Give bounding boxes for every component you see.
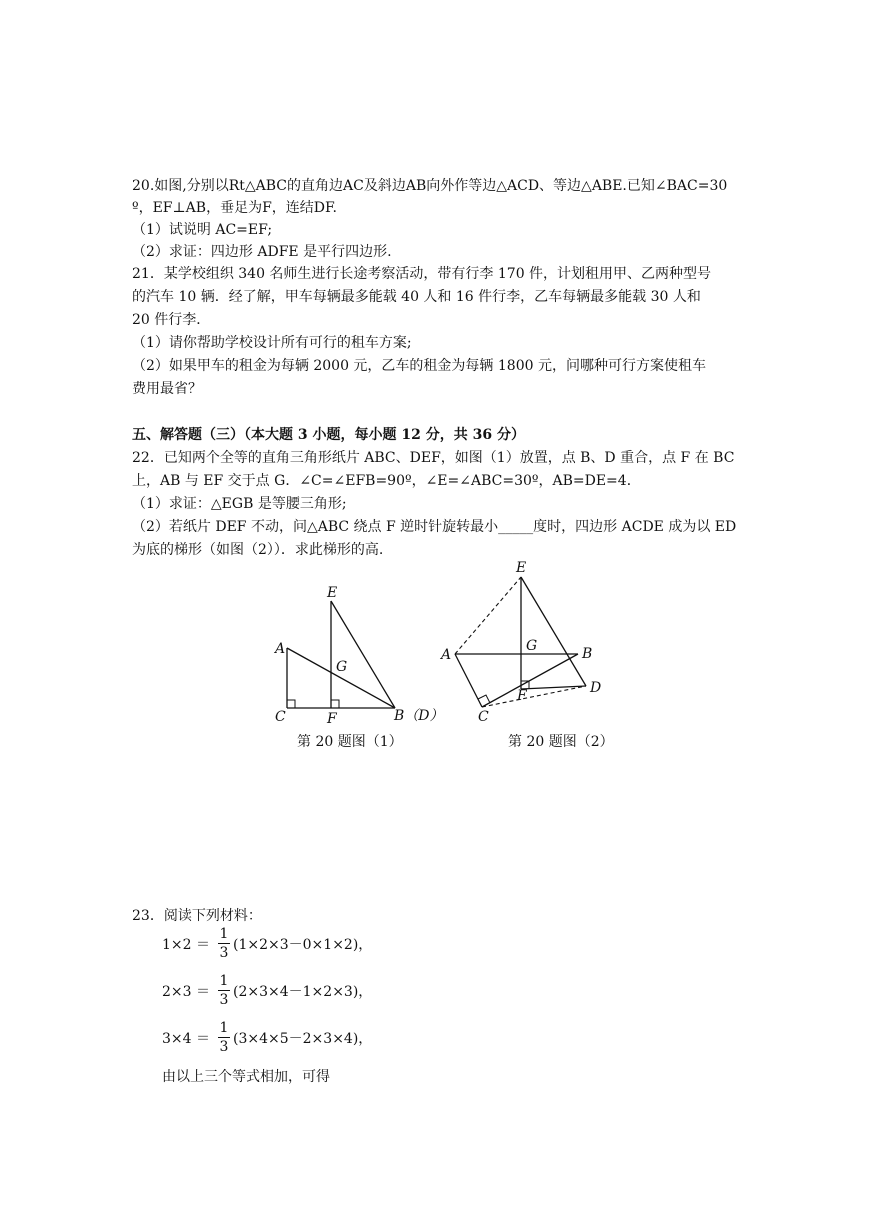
fraction-denominator: 3 [219,992,229,1008]
fig2-segment-ac [455,654,482,707]
fig2-dashed-cd [482,686,586,707]
equation-lhs: 1×2 ＝ [162,937,210,953]
fig2-segment-cb [482,654,578,707]
fig1-label-bd: B（D） [394,708,444,724]
equation-rhs: (3×4×5－2×3×4)， [233,1031,373,1047]
equation-lhs: 3×4 ＝ [162,1031,210,1047]
equation-rhs: (1×2×3－0×1×2)， [233,937,373,953]
figure-2 [438,558,613,728]
equation-rhs: (2×3×4－1×2×3)， [233,984,373,1000]
fraction-bar [218,943,230,944]
figure-1-caption: 第 20 题图（1） [297,734,403,750]
fraction [218,1020,230,1055]
fraction [218,973,230,1008]
fig2-label-f: F [517,688,527,704]
q22-part2b: 为底的梯形（如图（2））．求此梯形的高. [132,542,384,558]
fig1-right-angle-f [331,700,339,708]
fraction [218,926,230,961]
fig1-label-g: G [336,659,348,675]
fig2-label-e: E [516,560,527,576]
fig2-segment-ed [521,577,586,686]
q23-conclusion: 由以上三个等式相加，可得 [162,1069,330,1085]
fraction-numerator: 1 [219,926,229,942]
fraction-denominator: 3 [219,945,229,961]
q20-line1: 20.如图,分别以Rt△ABC的直角边AC及斜边AB向外作等边△ACD、等边△ABE.已知∠BAC=30 [132,178,728,194]
fig2-label-d: D [590,680,602,696]
q21-part2b: 费用最省？ [132,381,202,397]
figure-1 [260,575,450,735]
q21-part1: （1）请你帮助学校设计所有可行的租车方案; [132,335,412,351]
q22-line1: 22．已知两个全等的直角三角形纸片 ABC、DEF，如图（1）放置，点 B、D 重合，点 F 在 BC [132,450,735,466]
fig2-label-g: G [526,638,538,654]
q20-part1: （1）试说明 AC=EF; [132,222,273,238]
fig1-label-e: E [327,585,338,601]
q20-part2: （2）求证：四边形 ADFE 是平行四边形. [132,244,392,260]
fig2-label-b: B [582,646,593,662]
fig1-segment-ed [331,601,395,708]
fraction-numerator: 1 [219,1020,229,1036]
fraction-bar [218,990,230,991]
q22-part1: （1）求证：△EGB 是等腰三角形; [132,496,347,512]
fraction-denominator: 3 [219,1039,229,1055]
q21-line1: 21．某学校组织 340 名师生进行长途考察活动，带有行李 170 件，计划租用甲、乙两种型号 [132,266,712,282]
q21-line2: 的汽车 10 辆．经了解，甲车每辆最多能载 40 人和 16 件行李，乙车每辆最多能载 30 人和 [132,289,701,305]
fig1-right-angle-c [287,700,295,708]
q22-line2: 上，AB 与 EF 交于点 G．∠C=∠EFB=90º，∠E=∠ABC=30º，AB=DE=4． [132,473,641,489]
fig2-label-c: C [478,709,489,725]
q20-line2: º，EF⊥AB，垂足为F，连结DF. [132,200,338,216]
q21-line3: 20 件行李． [132,312,211,328]
section-heading: 五、解答题（三）（本大题 3 小题，每小题 12 分，共 36 分） [132,427,525,443]
q21-part2: （2）如果甲车的租金为每辆 2000 元，乙车的租金为每辆 1800 元，问哪种可行方案使租车 [132,358,706,374]
fraction-numerator: 1 [219,973,229,989]
fraction-bar [218,1037,230,1038]
fig1-label-c: C [275,709,286,725]
q22-part2: （2）若纸片 DEF 不动，问△ABC 绕点 F 逆时针旋转最小_____度时，四边形 ACDE 成为以 ED [132,519,737,535]
fig1-label-a: A [275,641,286,657]
fig2-segment-fd [521,686,586,689]
fig2-label-a: A [441,647,452,663]
figure-2-caption: 第 20 题图（2） [508,734,614,750]
fig2-dashed-ae [455,577,521,654]
fig1-segment-ab [287,648,395,708]
equation-lhs: 2×3 ＝ [162,984,210,1000]
fig1-label-f: F [327,711,337,727]
q23-intro: 23．阅读下列材料： [132,908,262,924]
